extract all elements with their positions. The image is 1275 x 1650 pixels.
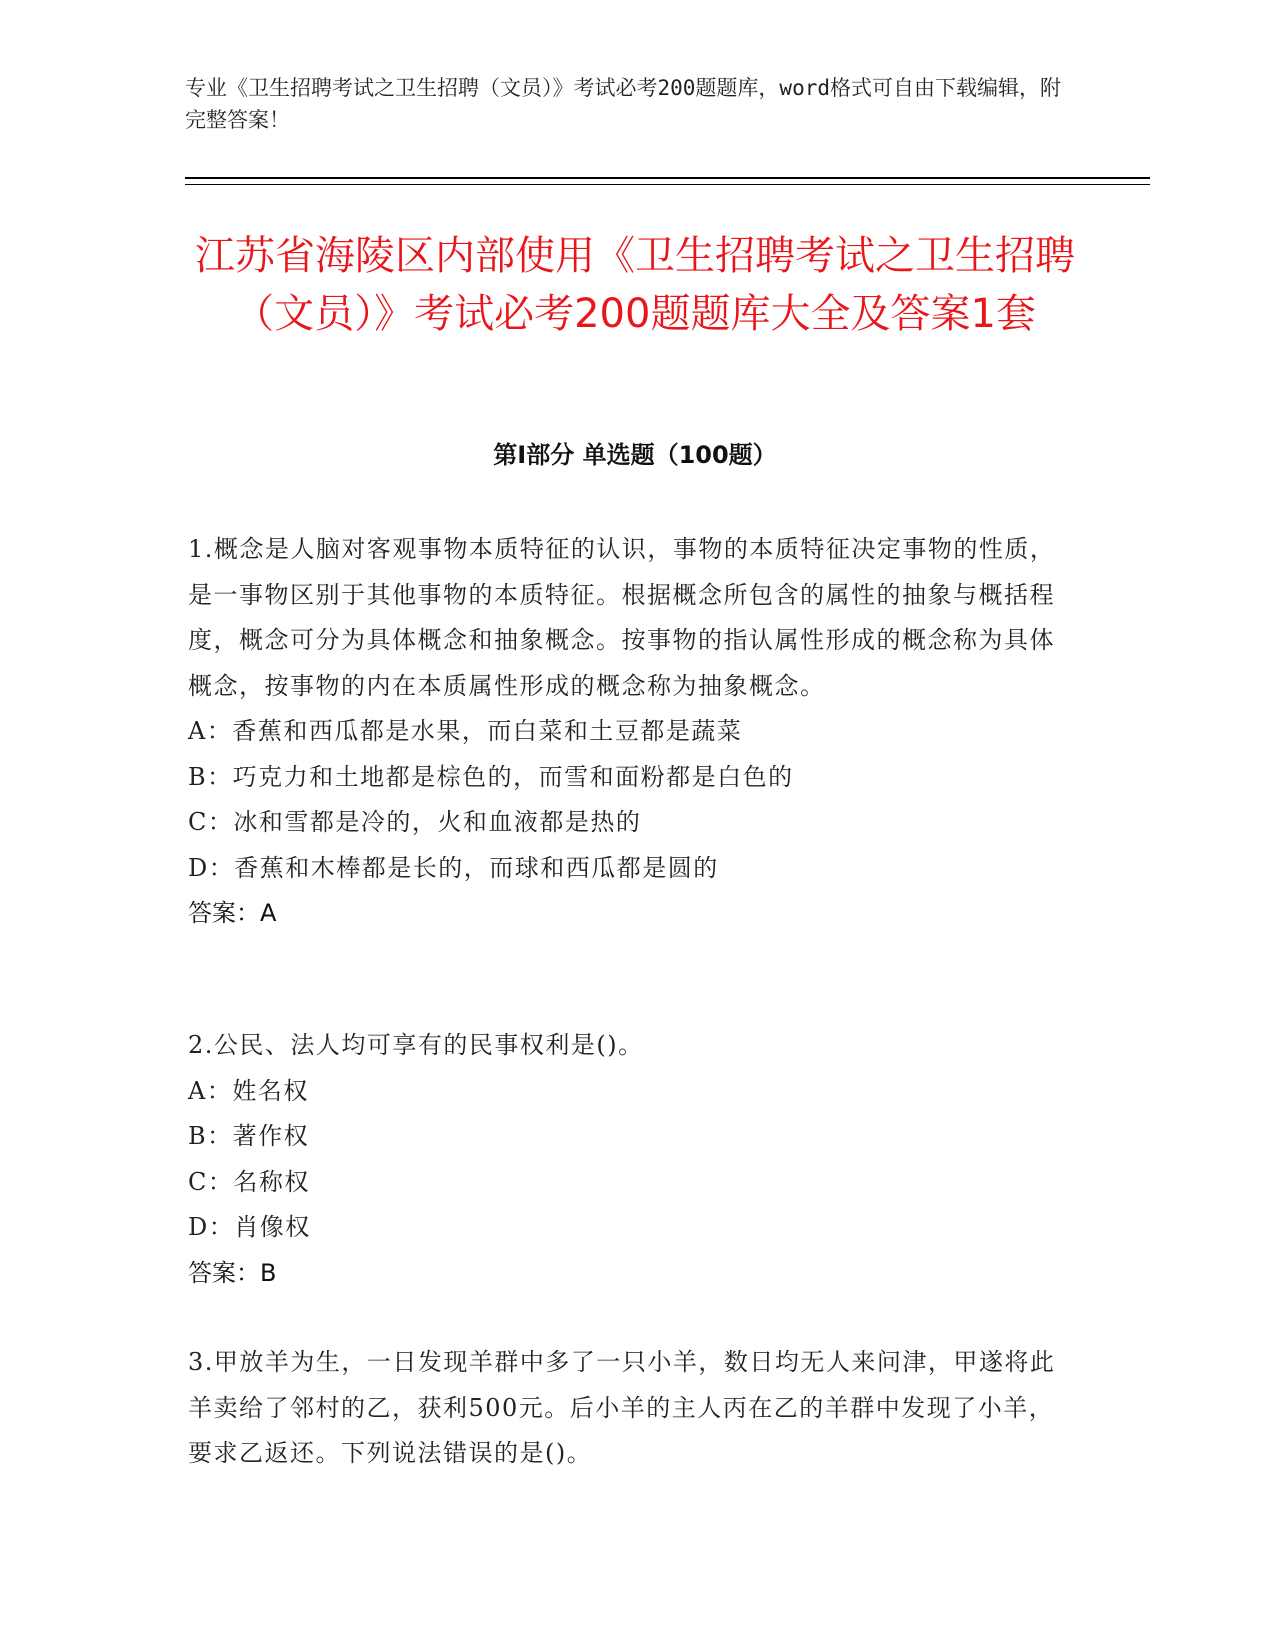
header-rule-thin — [185, 184, 1150, 185]
question-2 — [188, 1023, 1068, 1296]
option-a: A：香蕉和西瓜都是水果，而白菜和土豆都是蔬菜 — [188, 717, 743, 745]
question-stem: 3.甲放羊为生，一日发现羊群中多了一只小羊，数日均无人来问津，甲遂将此羊卖给了邻村的乙，获利500元。后小羊的主人丙在乙的羊群中发现了小羊，要求乙返还。下列说法错误的是()。 — [188, 1348, 1056, 1467]
option-b: B：巧克力和土地都是棕色的，而雪和面粉都是白色的 — [188, 762, 794, 791]
option-d: D：香蕉和木棒都是长的，而球和西瓜都是圆的 — [188, 853, 719, 882]
option-b: B：著作权 — [188, 1122, 310, 1150]
page-title: 江苏省海陵区内部使用《卫生招聘考试之卫生招聘（文员）》考试必考200题题库大全及答案1套 — [195, 233, 1075, 337]
option-c: C：名称权 — [188, 1167, 310, 1196]
header-note: 专业《卫生招聘考试之卫生招聘（文员）》考试必考200题题库，word格式可自由下载编辑，附完整答案！ — [185, 76, 1061, 132]
option-c: C：冰和雪都是冷的，火和血液都是热的 — [188, 808, 642, 836]
question-3 — [188, 1340, 1068, 1477]
header-rule-thick — [185, 177, 1150, 179]
answer: 答案：A — [188, 899, 277, 927]
answer: 答案：B — [188, 1258, 277, 1287]
question-stem: 2.公民、法人均可享有的民事权利是()。 — [188, 1031, 644, 1059]
option-d: D：肖像权 — [188, 1213, 311, 1241]
section-title: 第I部分 单选题（100题） — [493, 441, 777, 469]
question-1 — [188, 527, 1068, 937]
question-stem: 1.概念是人脑对客观事物本质特征的认识，事物的本质特征决定事物的性质，是一事物区别于其他事物的本质特征。根据概念所包含的属性的抽象与概括程度，概念可分为具体概念和抽象概念。按事物的指认属性形成的概念称为具体概念，按事物的内在本质属性形成的概念称为抽象概念。 — [188, 535, 1056, 700]
option-a: A：姓名权 — [188, 1076, 309, 1105]
